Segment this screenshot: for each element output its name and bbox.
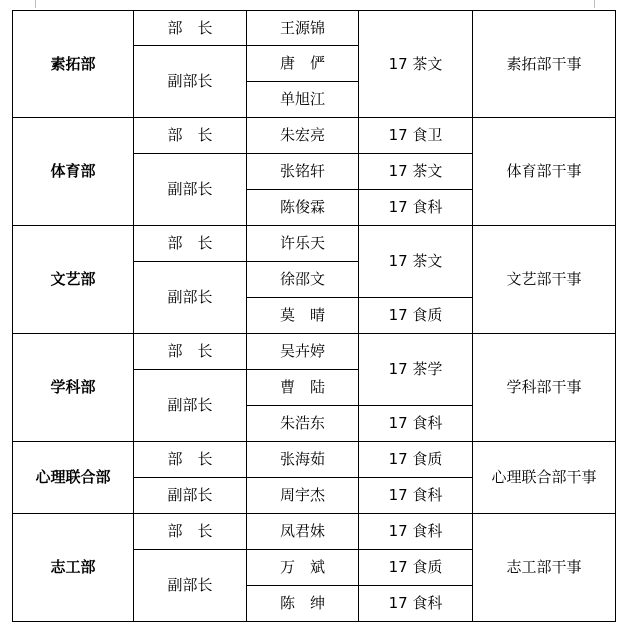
member-name-cell: 周宇杰 xyxy=(247,478,359,514)
officer-cell: 心理联合部干事 xyxy=(473,442,616,514)
member-name-cell: 朱浩东 xyxy=(247,406,359,442)
class-cell: 17 食质 xyxy=(359,442,473,478)
member-name-cell: 莫 晴 xyxy=(247,298,359,334)
role-cell: 部 长 xyxy=(134,118,247,154)
officer-cell: 学科部干事 xyxy=(473,334,616,442)
class-cell: 17 茶文 xyxy=(359,11,473,118)
table-row xyxy=(13,334,616,370)
table-row xyxy=(13,118,616,154)
role-cell: 部 长 xyxy=(134,514,247,550)
class-cell: 17 食科 xyxy=(359,190,473,226)
member-name-cell: 王源锦 xyxy=(247,11,359,46)
member-name-cell: 曹 陆 xyxy=(247,370,359,406)
member-name-cell: 陈俊霖 xyxy=(247,190,359,226)
member-name-cell: 唐 俨 xyxy=(247,46,359,82)
class-cell: 17 食质 xyxy=(359,550,473,586)
member-name-cell: 朱宏亮 xyxy=(247,118,359,154)
role-cell: 部 长 xyxy=(134,226,247,262)
table-row xyxy=(13,514,616,550)
role-cell: 副部长 xyxy=(134,262,247,334)
officer-cell: 体育部干事 xyxy=(473,118,616,226)
table-row xyxy=(13,442,616,478)
officer-cell: 素拓部干事 xyxy=(473,11,616,118)
member-name-cell: 张铭轩 xyxy=(247,154,359,190)
page-corner-mark-right xyxy=(594,0,595,8)
department-name-cell: 素拓部 xyxy=(13,11,134,118)
class-cell: 17 食科 xyxy=(359,586,473,622)
department-name-cell: 体育部 xyxy=(13,118,134,226)
member-name-cell: 许乐天 xyxy=(247,226,359,262)
role-cell: 部 长 xyxy=(134,334,247,370)
officer-cell: 志工部干事 xyxy=(473,514,616,622)
table-row xyxy=(13,226,616,262)
officer-cell: 文艺部干事 xyxy=(473,226,616,334)
role-cell: 部 长 xyxy=(134,11,247,46)
role-cell: 部 长 xyxy=(134,442,247,478)
member-name-cell: 凤君妹 xyxy=(247,514,359,550)
role-cell: 副部长 xyxy=(134,550,247,622)
class-cell: 17 食科 xyxy=(359,478,473,514)
table-row xyxy=(13,11,616,46)
role-cell: 副部长 xyxy=(134,370,247,442)
department-name-cell: 学科部 xyxy=(13,334,134,442)
member-name-cell: 张海茹 xyxy=(247,442,359,478)
member-name-cell: 万 斌 xyxy=(247,550,359,586)
class-cell: 17 茶文 xyxy=(359,154,473,190)
member-name-cell: 徐邵文 xyxy=(247,262,359,298)
roster-body xyxy=(13,11,616,622)
role-cell: 副部长 xyxy=(134,154,247,226)
department-name-cell: 心理联合部 xyxy=(13,442,134,514)
role-cell: 副部长 xyxy=(134,46,247,118)
department-name-cell: 文艺部 xyxy=(13,226,134,334)
class-cell: 17 食质 xyxy=(359,298,473,334)
class-cell: 17 茶学 xyxy=(359,334,473,406)
department-name-cell: 志工部 xyxy=(13,514,134,622)
class-cell: 17 食科 xyxy=(359,514,473,550)
member-name-cell: 吴卉婷 xyxy=(247,334,359,370)
department-roster-table xyxy=(12,10,616,622)
class-cell: 17 茶文 xyxy=(359,226,473,298)
class-cell: 17 食科 xyxy=(359,406,473,442)
member-name-cell: 陈 绅 xyxy=(247,586,359,622)
class-cell: 17 食卫 xyxy=(359,118,473,154)
member-name-cell: 单旭江 xyxy=(247,82,359,118)
role-cell: 副部长 xyxy=(134,478,247,514)
page-corner-mark-left xyxy=(35,0,36,8)
